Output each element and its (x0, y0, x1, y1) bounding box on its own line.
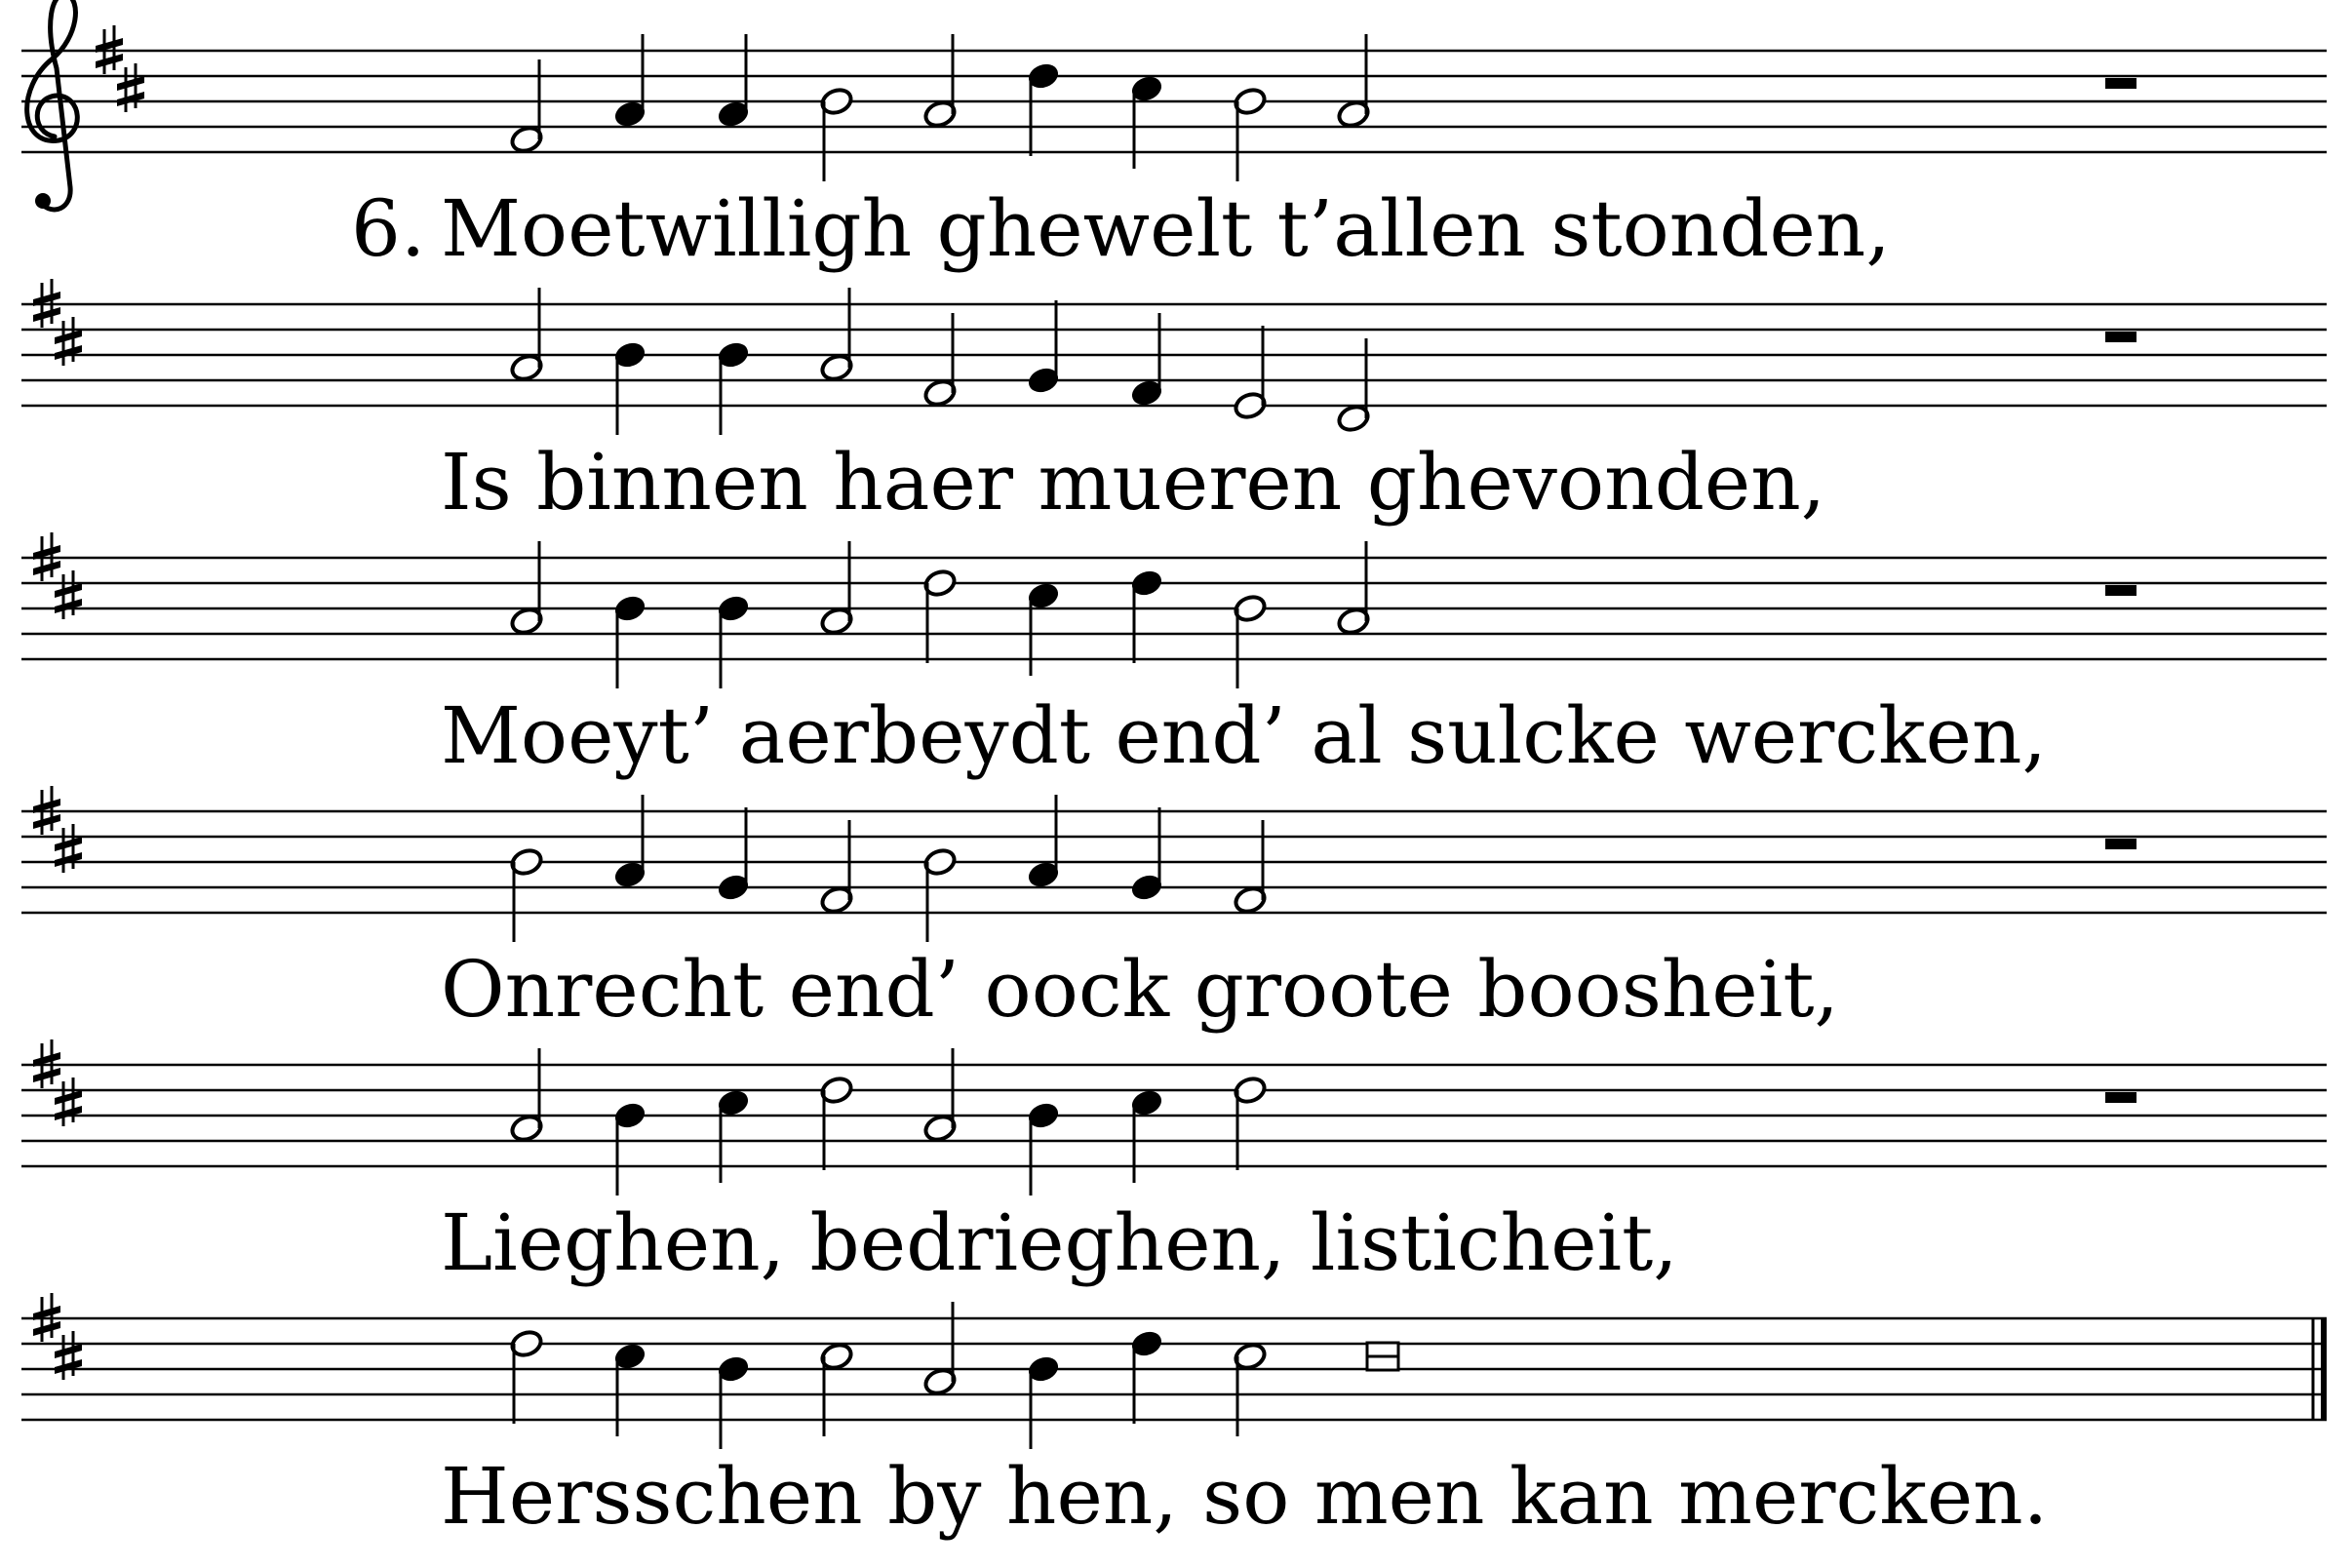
lyric-line-2: Is binnen haer mueren ghevonden, (441, 437, 1826, 528)
sharp-accidental-3-2 (55, 570, 82, 619)
verse-number: 6. (351, 183, 426, 274)
lyric-line-6: Hersschen by hen, so men kan mercken. (441, 1451, 2049, 1542)
sharp-accidental-5-2 (55, 1078, 82, 1126)
lyric-line-5: Lieghen, bedrieghen, listicheit, (441, 1197, 1678, 1288)
lyric-line-3: Moeyt’ aerbeydt end’ al sulcke wercken, (441, 690, 2047, 781)
sharp-accidental-1-2 (117, 63, 144, 112)
sharp-accidental-6-2 (55, 1331, 82, 1380)
half-rest-3 (2105, 585, 2136, 596)
sharp-accidental-2-2 (55, 317, 82, 366)
sharp-accidental-4-2 (55, 824, 82, 873)
half-rest-5 (2105, 1092, 2136, 1103)
treble-clef-1 (27, 0, 78, 210)
half-rest-1 (2105, 78, 2136, 89)
half-rest-2 (2105, 332, 2136, 342)
lyric-line-4: Onrecht end’ oock groote boosheit, (441, 944, 1839, 1035)
half-rest-4 (2105, 839, 2136, 849)
lyric-line-1: Moetwilligh ghewelt t’allen stonden, (441, 183, 1891, 274)
